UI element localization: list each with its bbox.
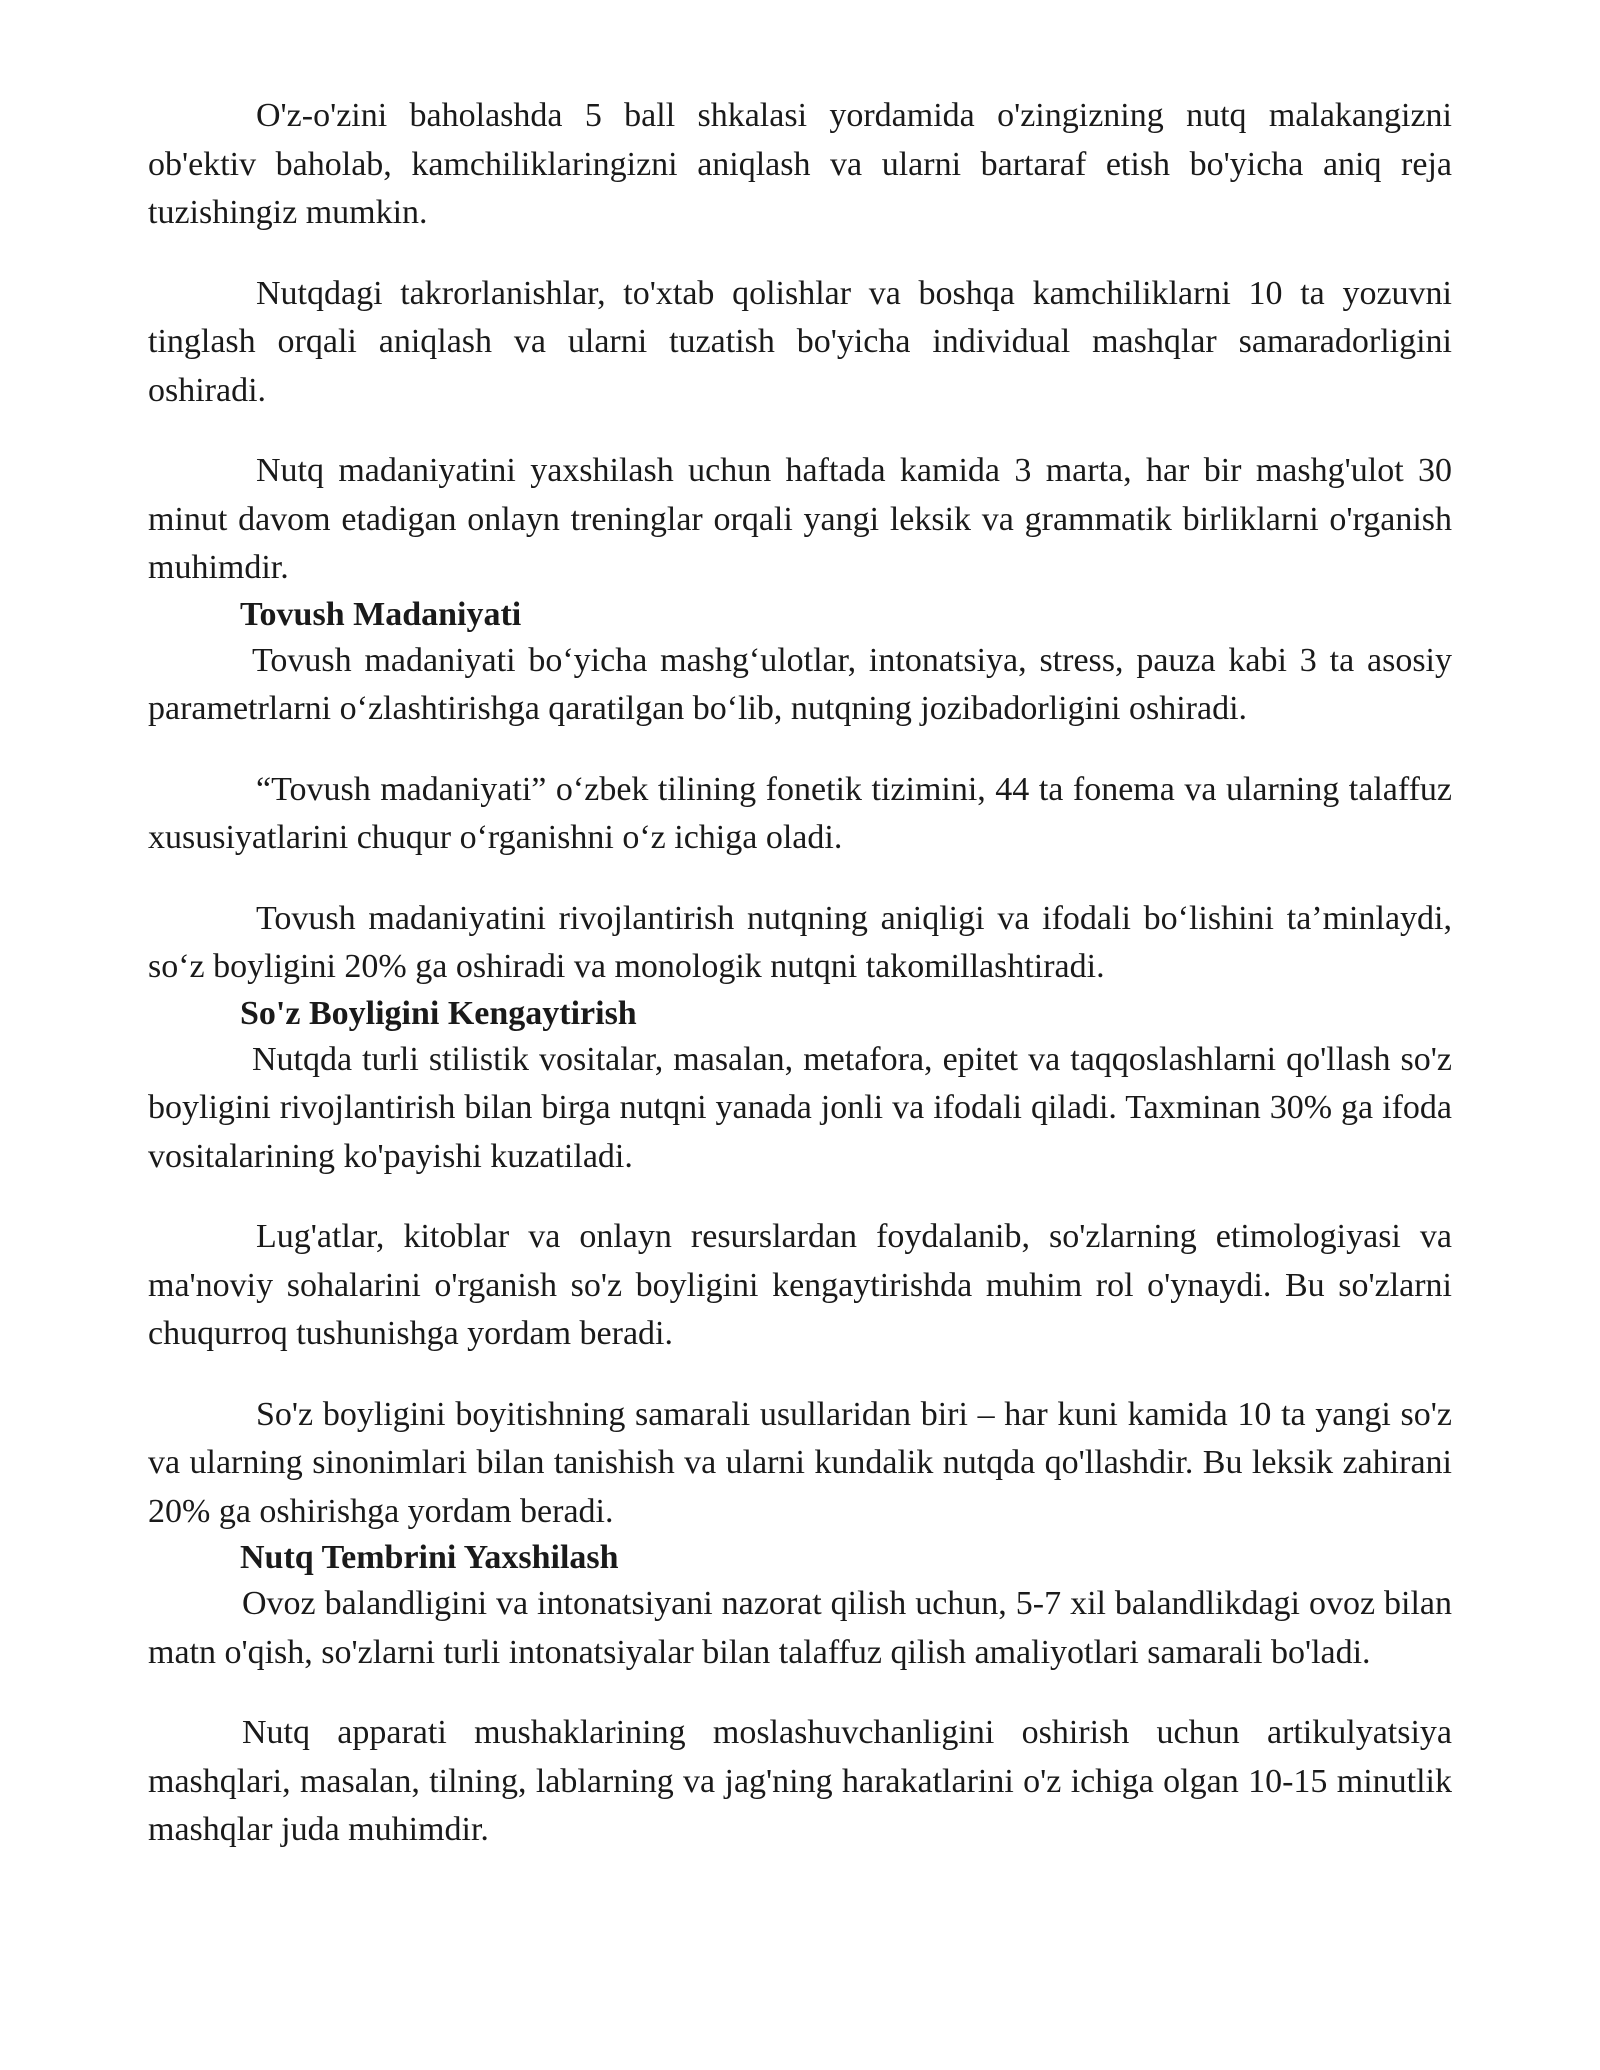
section2-paragraph-1: Nutqda turli stilistik vositalar, masalan, metafora, epitet va taqqoslashlarni qo'llash so'z boyligini rivojlantirish bilan birga nutqni yanada jonli va ifodali qiladi. Taxminan 30% ga ifoda vositalarining ko'payishi kuzatiladi. (148, 1040, 1452, 1175)
section3-paragraph-1: Ovoz balandligini va intonatsiyani nazorat qilish uchun, 5-7 xil balandlikdagi ovoz bilan matn o'qish, so'zlarni turli intonatsiyalar bilan talaffuz qilish amaliyotlari samarali bo'ladi. (148, 1585, 1452, 1671)
section3-paragraph-2: Nutq apparati mushaklarining moslashuvchanligini oshirish uchun artikulyatsiya mashqlari, masalan, tilning, lablarning va jag'ning harakatlarini o'z ichiga olgan 10-15 minutlik mashqlar juda muhimdir. (148, 1714, 1452, 1848)
intro-paragraph-1: O'z-o'zini baholashda 5 ball shkalasi yordamida o'zingizning nutq malakangizni ob'ektiv baholab, kamchiliklaringizni aniqlash va ularni bartaraf etish bo'yicha aniq reja tuzishingiz mumkin. (148, 97, 1452, 231)
section1-paragraph-2: “Tovush madaniyati” o‘zbek tilining fonetik tizimini, 44 ta fonema va ularning talaffuz xususiyatlarini chuqur o‘rganishni o‘z ichiga oladi. (148, 770, 1452, 856)
section-heading-nutq-tembrini-yaxshilash: Nutq Tembrini Yaxshilash (240, 1539, 619, 1576)
section1-paragraph-1: Tovush madaniyati bo‘yicha mashg‘ulotlar, intonatsiya, stress, pauza kabi 3 ta asosiy parametrlarni o‘zlashtirishga qaratilgan bo‘lib, nutqning jozibadorligini oshiradi. (148, 641, 1452, 727)
section-heading-tovush-madaniyati: Tovush Madaniyati (240, 595, 522, 633)
section-heading-soz-boyligini-kengaytirish: So'z Boyligini Kengaytirish (240, 994, 637, 1032)
section1-paragraph-3: Tovush madaniyatini rivojlantirish nutqning aniqligi va ifodali bo‘lishini ta’minlaydi, so‘z boyligini 20% ga oshiradi va monologik nutqni takomillashtiradi. (148, 899, 1452, 985)
intro-paragraph-3: Nutq madaniyatini yaxshilash uchun haftada kamida 3 marta, har bir mashg'ulot 30 minut davom etadigan onlayn treninglar orqali yangi leksik va grammatik birliklarni o'rganish muhimdir. (148, 452, 1452, 586)
intro-paragraph-2: Nutqdagi takrorlanishlar, to'xtab qolishlar va boshqa kamchiliklarni 10 ta yozuvni tinglash orqali aniqlash va ularni tuzatish bo'yicha individual mashqlar samaradorligini oshiradi. (148, 274, 1452, 409)
section2-paragraph-2: Lug'atlar, kitoblar va onlayn resurslardan foydalanib, so'zlarning etimologiyasi va ma'noviy sohalarini o'rganish so'z boyligini kengaytirishda muhim rol o'ynaydi. Bu so'zlarni chuqurroq tushunishga yordam beradi. (148, 1218, 1452, 1352)
document-body (148, 92, 1452, 1855)
section2-paragraph-3: So'z boyligini boyitishning samarali usullaridan biri – har kuni kamida 10 ta yangi so'z va ularning sinonimlari bilan tanishish va ularni kundalik nutqda qo'llashdir. Bu leksik zahirani 20% ga oshirishga yordam beradi. (148, 1395, 1452, 1530)
